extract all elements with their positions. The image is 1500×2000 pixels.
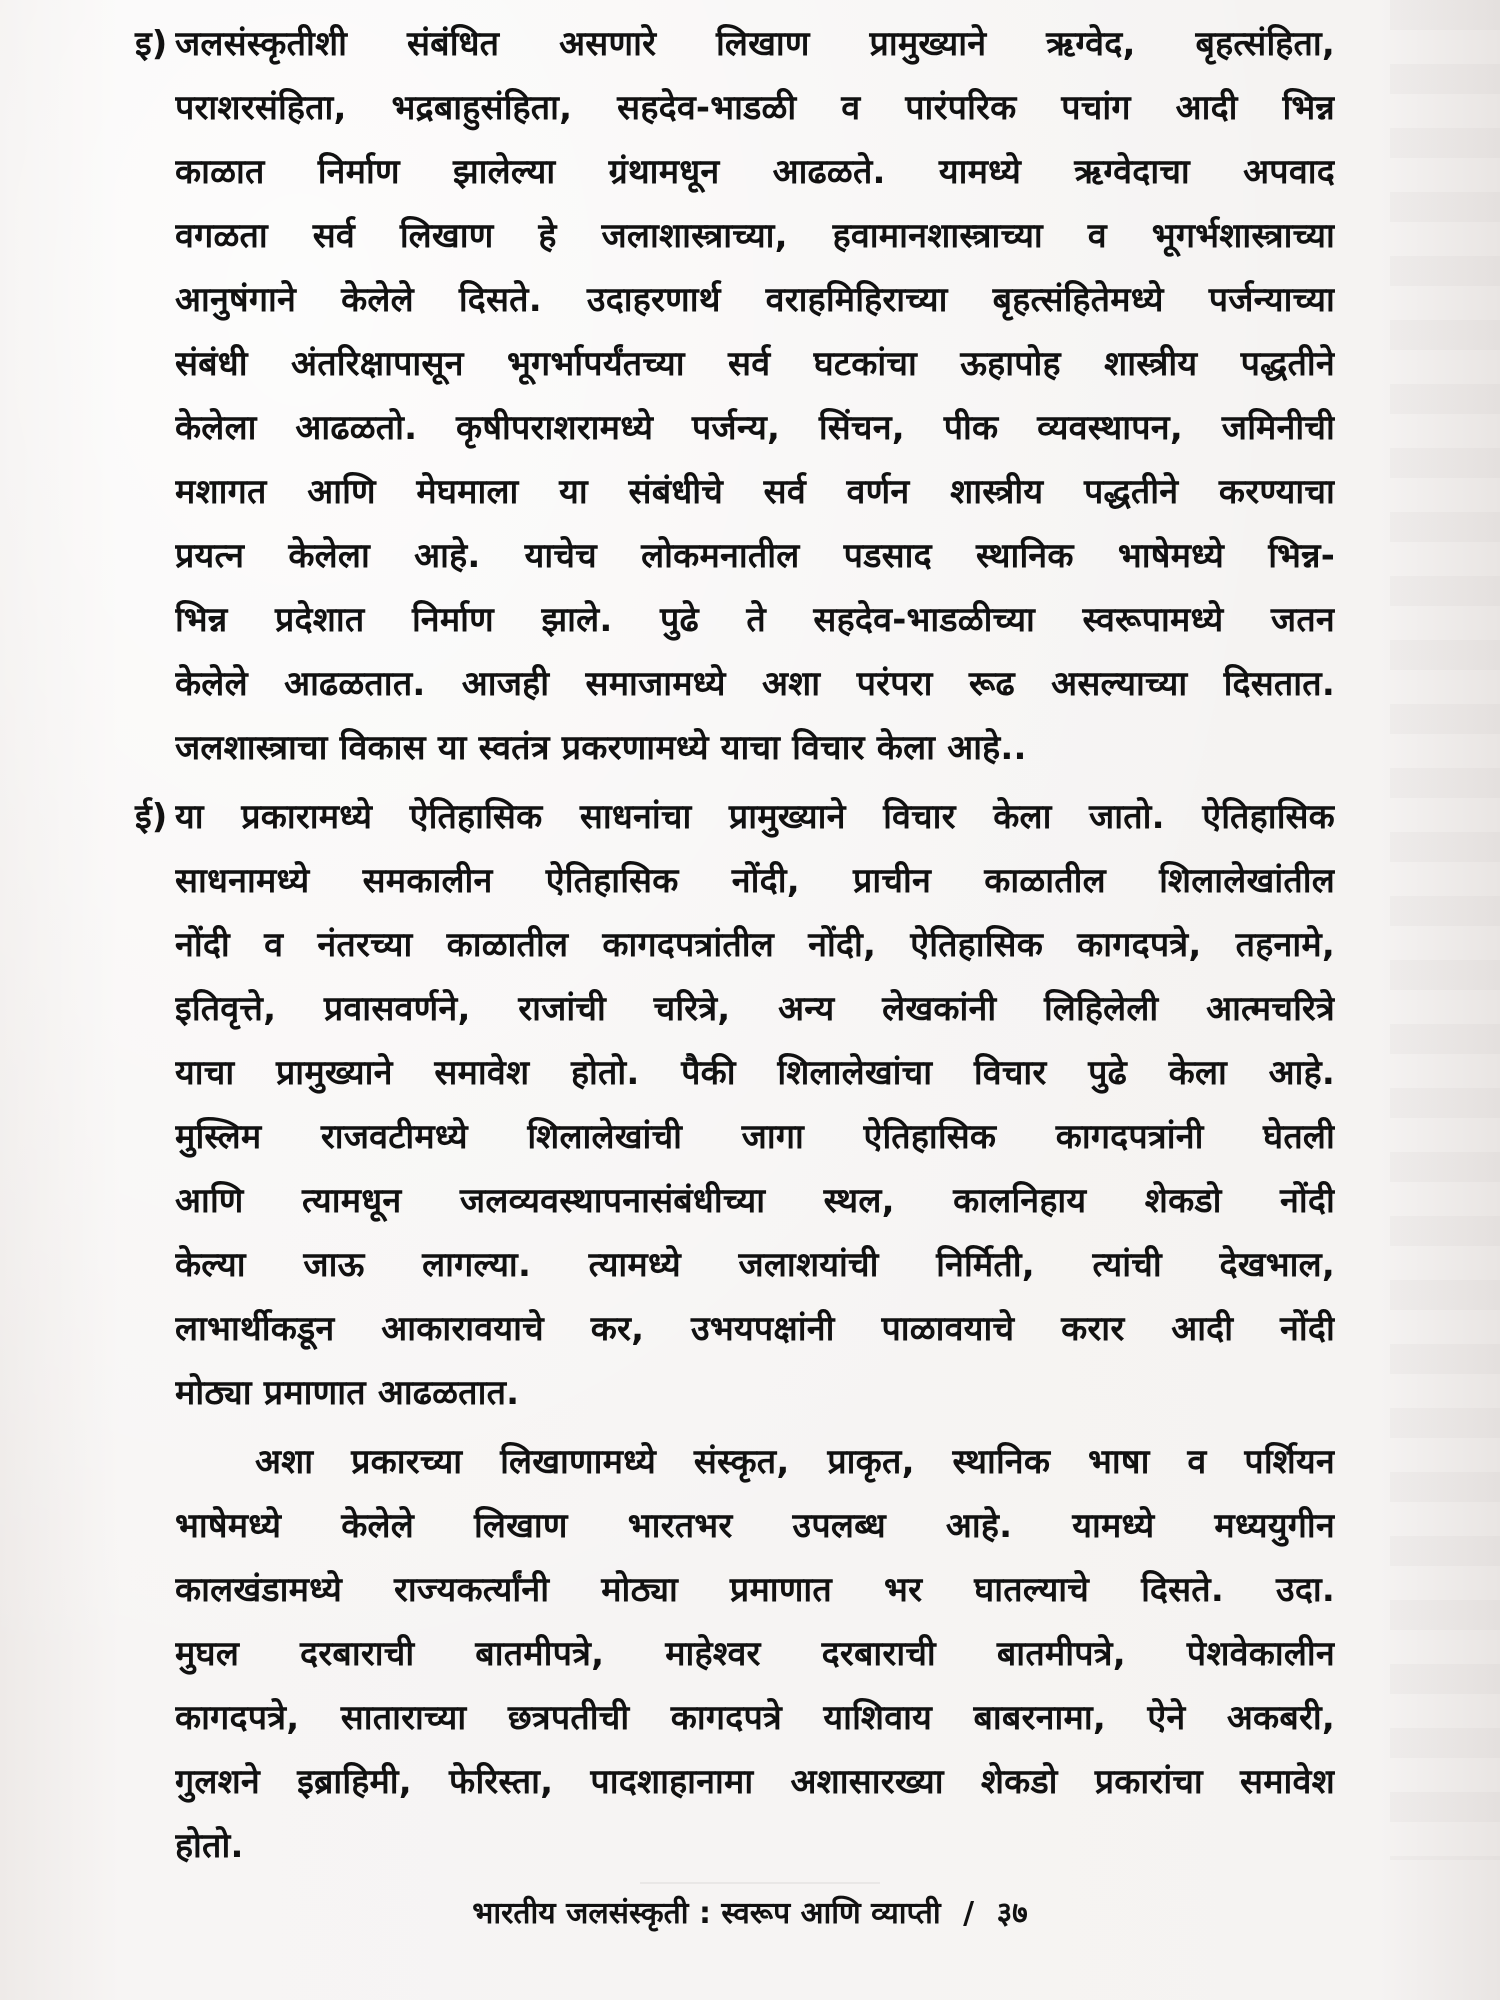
- text-line: काळात निर्माण झालेल्या ग्रंथामधून आढळते. यामध्ये ऋग्वेदाचा अपवाद: [175, 152, 1335, 192]
- footer-separator: /: [963, 1896, 975, 1931]
- text-line: मुस्लिम राजवटीमध्ये शिलालेखांची जागा ऐतिहासिक कागदपत्रांनी घेतली: [175, 1117, 1335, 1157]
- text-line: केलेला आढळतो. कृषीपराशरामध्ये पर्जन्य, सिंचन, पीक व्यवस्थापन, जमिनीची: [175, 408, 1335, 448]
- text-line: केल्या जाऊ लागल्या. त्यामध्ये जलाशयांची निर्मिती, त्यांची देखभाल,: [175, 1245, 1335, 1285]
- text-line: मुघल दरबाराची बातमीपत्रे, माहेश्वर दरबाराची बातमीपत्रे, पेशवेकालीन: [175, 1634, 1335, 1674]
- text-line: आनुषंगाने केलेले दिसते. उदाहरणार्थ वराहमिहिराच्या बृहत्संहितेमध्ये पर्जन्याच्या: [175, 280, 1335, 320]
- text-line: या प्रकारामध्ये ऐतिहासिक साधनांचा प्रामुख्याने विचार केला जातो. ऐतिहासिक: [175, 797, 1335, 837]
- text-line: कागदपत्रे, साताराच्या छत्रपतीची कागदपत्रे याशिवाय बाबरनामा, ऐने अकबरी,: [175, 1698, 1335, 1738]
- text-line: इतिवृत्ते, प्रवासवर्णने, राजांची चरित्रे, अन्य लेखकांनी लिहिलेली आत्मचरित्रे: [175, 989, 1335, 1029]
- text-line: अशा प्रकारच्या लिखाणामध्ये संस्कृत, प्राकृत, स्थानिक भाषा व पर्शियन: [255, 1442, 1335, 1482]
- text-line: पराशरसंहिता, भद्रबाहुसंहिता, सहदेव-भाडळी व पारंपरिक पचांग आदी भिन्न: [175, 88, 1335, 128]
- text-line: मशागत आणि मेघमाला या संबंधीचे सर्व वर्णन शास्त्रीय पद्धतीने करण्याचा: [175, 472, 1335, 512]
- text-line: मोठ्या प्रमाणात आढळतात.: [175, 1373, 520, 1413]
- text-line: संबंधी अंतरिक्षापासून भूगर्भापर्यंतच्या सर्व घटकांचा ऊहापोह शास्त्रीय पद्धतीने: [175, 344, 1335, 384]
- running-title: भारतीय जलसंस्कृती : स्वरूप आणि व्याप्ती: [472, 1896, 941, 1931]
- show-through-texture: [1390, 0, 1500, 1860]
- text-line: जलसंस्कृतीशी संबंधित असणारे लिखाण प्रामुख्याने ऋग्वेद, बृहत्संहिता,: [175, 24, 1335, 64]
- text-line: वगळता सर्व लिखाण हे जलाशास्त्राच्या, हवामानशास्त्राच्या व भूगर्भशास्त्राच्या: [175, 216, 1335, 256]
- page-footer: [0, 1890, 1500, 1938]
- text-line: जलशास्त्राचा विकास या स्वतंत्र प्रकरणामध्ये याचा विचार केला आहे..: [175, 728, 1027, 768]
- entry-e: [135, 12, 1335, 780]
- text-line: साधनामध्ये समकालीन ऐतिहासिक नोंदी, प्राचीन काळातील शिलालेखांतील: [175, 861, 1335, 901]
- page-number: ३७: [996, 1896, 1028, 1931]
- entry-ee: [135, 785, 1335, 1425]
- text-line: भाषेमध्ये केलेले लिखाण भारतभर उपलब्ध आहे. यामध्ये मध्ययुगीन: [175, 1506, 1335, 1546]
- text-line: होतो.: [175, 1826, 244, 1866]
- text-line: नोंदी व नंतरच्या काळातील कागदपत्रांतील नोंदी, ऐतिहासिक कागदपत्रे, तहनामे,: [175, 925, 1335, 965]
- text-line: याचा प्रामुख्याने समावेश होतो. पैकी शिलालेखांचा विचार पुढे केला आहे.: [175, 1053, 1335, 1093]
- text-line: प्रयत्न केलेला आहे. याचेच लोकमनातील पडसाद स्थानिक भाषेमध्ये भिन्न-: [175, 536, 1335, 576]
- entry-marker: ई): [135, 797, 168, 837]
- text-line: केलेले आढळतात. आजही समाजामध्ये अशा परंपरा रूढ असल्याच्या दिसतात.: [175, 664, 1335, 704]
- text-line: लाभार्थीकडून आकारावयाचे कर, उभयपक्षांनी पाळावयाचे करार आदी नोंदी: [175, 1309, 1335, 1349]
- text-line: आणि त्यामधून जलव्यवस्थापनासंबंधीच्या स्थल, कालनिहाय शेकडो नोंदी: [175, 1181, 1335, 1221]
- text-line: भिन्न प्रदेशात निर्माण झाले. पुढे ते सहदेव-भाडळीच्या स्वरूपामध्ये जतन: [175, 600, 1335, 640]
- text-line: गुलशने इब्राहिमी, फेरिस्ता, पादशाहानामा अशासारख्या शेकडो प्रकारांचा समावेश: [175, 1762, 1335, 1802]
- entry-marker: इ): [135, 24, 168, 64]
- text-line: कालखंडामध्ये राज्यकर्त्यांनी मोठ्या प्रमाणात भर घातल्याचे दिसते. उदा.: [175, 1570, 1335, 1610]
- paragraph-continuation: [175, 1430, 1335, 1878]
- footer-divider: [640, 1882, 880, 1884]
